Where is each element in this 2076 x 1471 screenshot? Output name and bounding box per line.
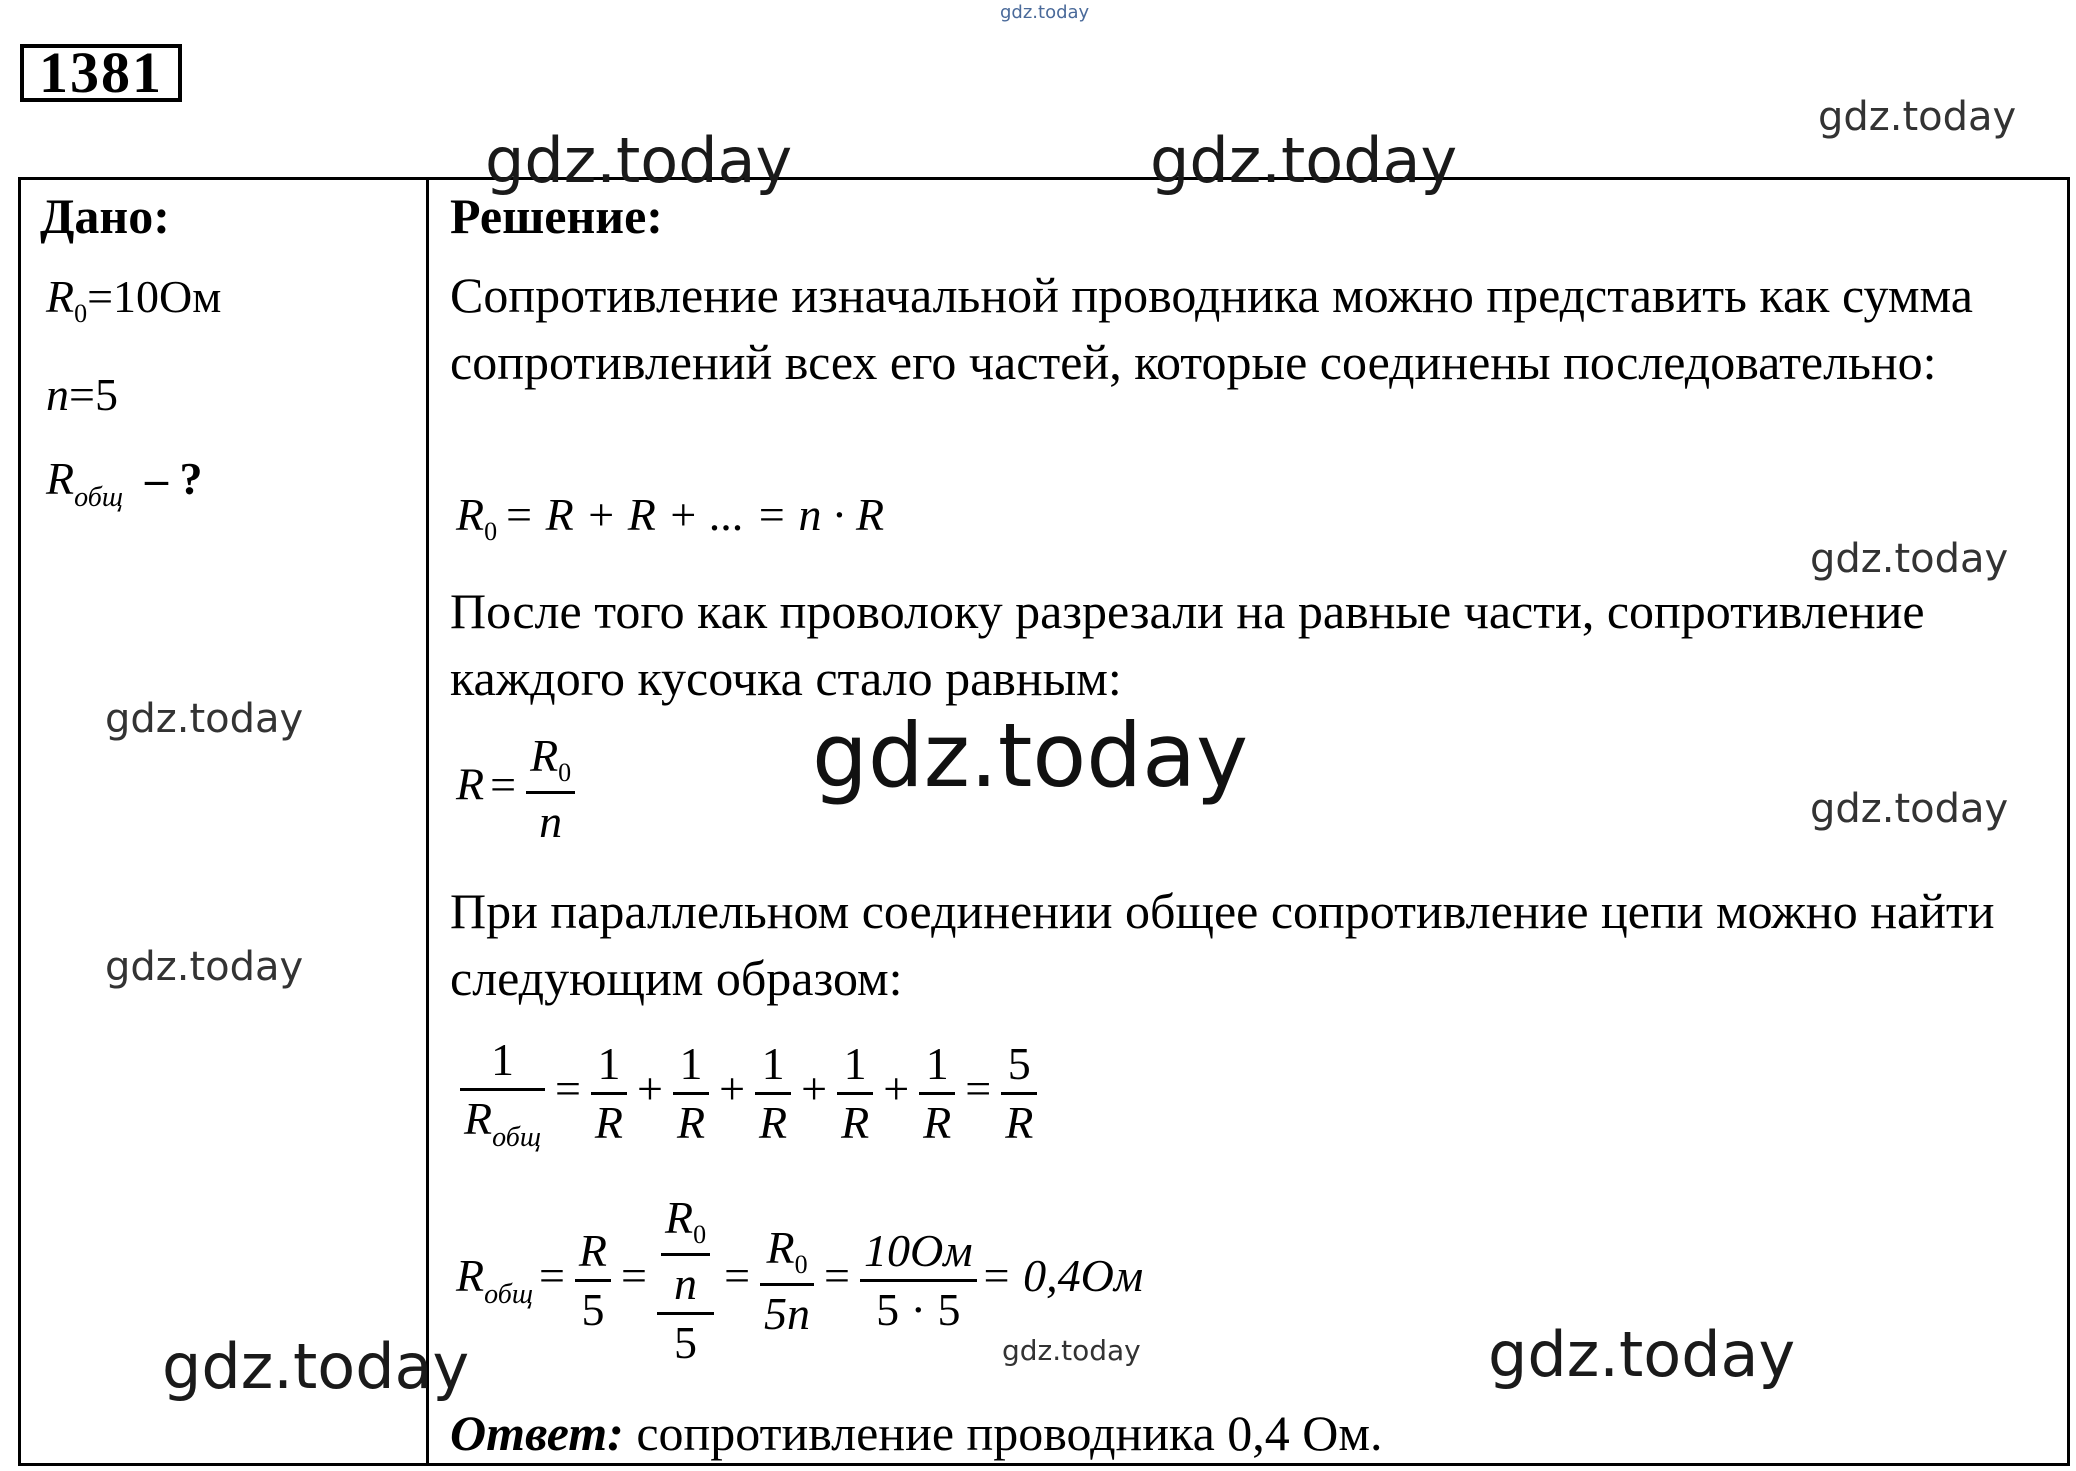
frac-num: 1 bbox=[919, 1036, 955, 1095]
frac-den: R bbox=[1005, 1096, 1034, 1148]
watermark: gdz.today bbox=[162, 1330, 470, 1403]
frac-compound bbox=[657, 1190, 714, 1371]
given-find-symbol: R bbox=[46, 453, 75, 504]
formula-parallel-term bbox=[591, 1036, 627, 1151]
op-eq: = bbox=[621, 1250, 647, 1302]
frac-den: R bbox=[759, 1096, 788, 1148]
frac-den-r: R bbox=[464, 1093, 493, 1144]
op-eq: = bbox=[965, 1062, 992, 1114]
formula-piece-fraction bbox=[526, 728, 575, 850]
frac-den: 5n bbox=[764, 1287, 811, 1339]
watermark: gdz.today bbox=[812, 704, 1249, 807]
formula-parallel bbox=[456, 1032, 1041, 1154]
watermark: gdz.today bbox=[1000, 2, 1090, 23]
frac-numeric bbox=[860, 1223, 977, 1338]
op-plus: + bbox=[719, 1062, 746, 1114]
watermark: gdz.today bbox=[1810, 536, 2009, 582]
formula-total-r: R bbox=[456, 1250, 485, 1302]
op-eq: = bbox=[538, 1250, 565, 1302]
formula-total-sub: общ bbox=[484, 1279, 533, 1311]
frac-inner bbox=[661, 1190, 710, 1312]
frac-inner-den: n bbox=[674, 1258, 698, 1309]
frac-num: R bbox=[575, 1223, 611, 1282]
frac-r0-over-5n bbox=[760, 1220, 814, 1342]
formula-piece-eq: = bbox=[490, 758, 517, 810]
watermark: gdz.today bbox=[485, 124, 793, 197]
solution-paragraph-3: При параллельном соединении общее сопротивление цепи можно найти следующим образом: bbox=[450, 883, 1995, 1006]
column-divider bbox=[426, 177, 429, 1466]
frac-den: R bbox=[676, 1096, 706, 1148]
frac-r-over-5 bbox=[575, 1223, 611, 1338]
watermark: gdz.today bbox=[105, 696, 304, 742]
given-find bbox=[46, 452, 203, 513]
op-plus: + bbox=[637, 1062, 663, 1114]
formula-series bbox=[456, 488, 885, 546]
formula-series-subscript: 0 bbox=[484, 517, 498, 546]
frac-inner-num bbox=[661, 1190, 710, 1256]
given-heading: Дано: bbox=[40, 188, 170, 244]
frac-den: 5 bbox=[581, 1284, 605, 1335]
watermark: gdz.today bbox=[1002, 1334, 1141, 1367]
frac-num: 10Ом bbox=[860, 1223, 977, 1282]
solution-heading: Решение: bbox=[450, 188, 663, 244]
given-r0-value: =10Ом bbox=[87, 271, 222, 322]
formula-parallel-term bbox=[755, 1036, 791, 1151]
frac-num-sub: 0 bbox=[794, 1249, 808, 1279]
frac-compound-den: 5 bbox=[674, 1317, 698, 1368]
formula-parallel-term bbox=[919, 1036, 955, 1151]
solution-paragraph-2: После того как проволоку разрезали на равные части, сопротивление каждого кусочка стало равным: bbox=[450, 583, 1925, 706]
op-eq: = bbox=[554, 1062, 581, 1114]
frac-num: 1 bbox=[460, 1032, 545, 1091]
formula-series-r0: R bbox=[456, 489, 485, 540]
frac-den-sub: общ bbox=[492, 1122, 541, 1153]
formula-series-rest: = R + R + ... = n · R bbox=[503, 489, 885, 540]
frac-den bbox=[460, 1091, 545, 1154]
frac-num-r: R bbox=[766, 1221, 795, 1273]
frac-num: 1 bbox=[837, 1036, 873, 1095]
given-find-subscript: общ bbox=[74, 482, 123, 513]
watermark: gdz.today bbox=[1818, 94, 2017, 140]
formula-parallel-lhs bbox=[460, 1032, 545, 1154]
formula-piece-numerator bbox=[526, 728, 575, 794]
answer-line bbox=[450, 1400, 2040, 1467]
answer-text: сопротивление проводника 0,4 Ом. bbox=[623, 1405, 1383, 1461]
formula-parallel-term bbox=[837, 1036, 873, 1151]
given-n bbox=[46, 368, 118, 421]
op-plus: + bbox=[801, 1062, 828, 1114]
formula-piece-denominator: n bbox=[539, 796, 563, 847]
given-n-symbol: n bbox=[46, 369, 69, 420]
given-r0 bbox=[46, 270, 222, 328]
watermark: gdz.today bbox=[1150, 124, 1458, 197]
formula-parallel-result bbox=[1001, 1036, 1037, 1151]
op-eq: = bbox=[824, 1250, 850, 1302]
watermark: gdz.today bbox=[1488, 1318, 1796, 1391]
watermark: gdz.today bbox=[105, 944, 304, 990]
problem-number: 1381 bbox=[20, 44, 182, 102]
frac-compound-num bbox=[657, 1190, 714, 1315]
frac-inner-sub: 0 bbox=[693, 1220, 707, 1249]
frac-inner-r: R bbox=[664, 1192, 694, 1243]
given-n-value: =5 bbox=[69, 369, 118, 420]
formula-piece-lhs: R bbox=[456, 758, 485, 810]
op-plus: + bbox=[883, 1062, 910, 1114]
formula-piece-num-r: R bbox=[530, 730, 559, 781]
frac-num: 1 bbox=[673, 1036, 709, 1095]
given-r0-subscript: 0 bbox=[74, 299, 88, 328]
frac-num bbox=[760, 1220, 814, 1286]
given-r0-symbol: R bbox=[46, 271, 75, 322]
watermark: gdz.today bbox=[1810, 786, 2009, 832]
frac-den: R bbox=[841, 1096, 870, 1148]
formula-total-result: = 0,4Ом bbox=[980, 1250, 1144, 1302]
given-find-question: – ? bbox=[144, 453, 203, 504]
frac-den: R bbox=[923, 1096, 952, 1148]
frac-den: R bbox=[594, 1096, 624, 1148]
frac-num: 1 bbox=[755, 1036, 791, 1095]
formula-piece bbox=[456, 728, 579, 850]
formula-piece-num-sub: 0 bbox=[558, 758, 572, 787]
frac-num: 1 bbox=[591, 1036, 627, 1095]
answer-label: Ответ: bbox=[450, 1405, 624, 1461]
frac-den: 5 · 5 bbox=[876, 1284, 961, 1335]
op-eq: = bbox=[724, 1250, 751, 1302]
solution-paragraph-1: Сопротивление изначальной проводника можно представить как сумма сопротивлений всех его частей, которые соединены последовательно: bbox=[450, 267, 1973, 390]
frac-num: 5 bbox=[1001, 1036, 1037, 1095]
formula-parallel-term bbox=[673, 1036, 709, 1151]
